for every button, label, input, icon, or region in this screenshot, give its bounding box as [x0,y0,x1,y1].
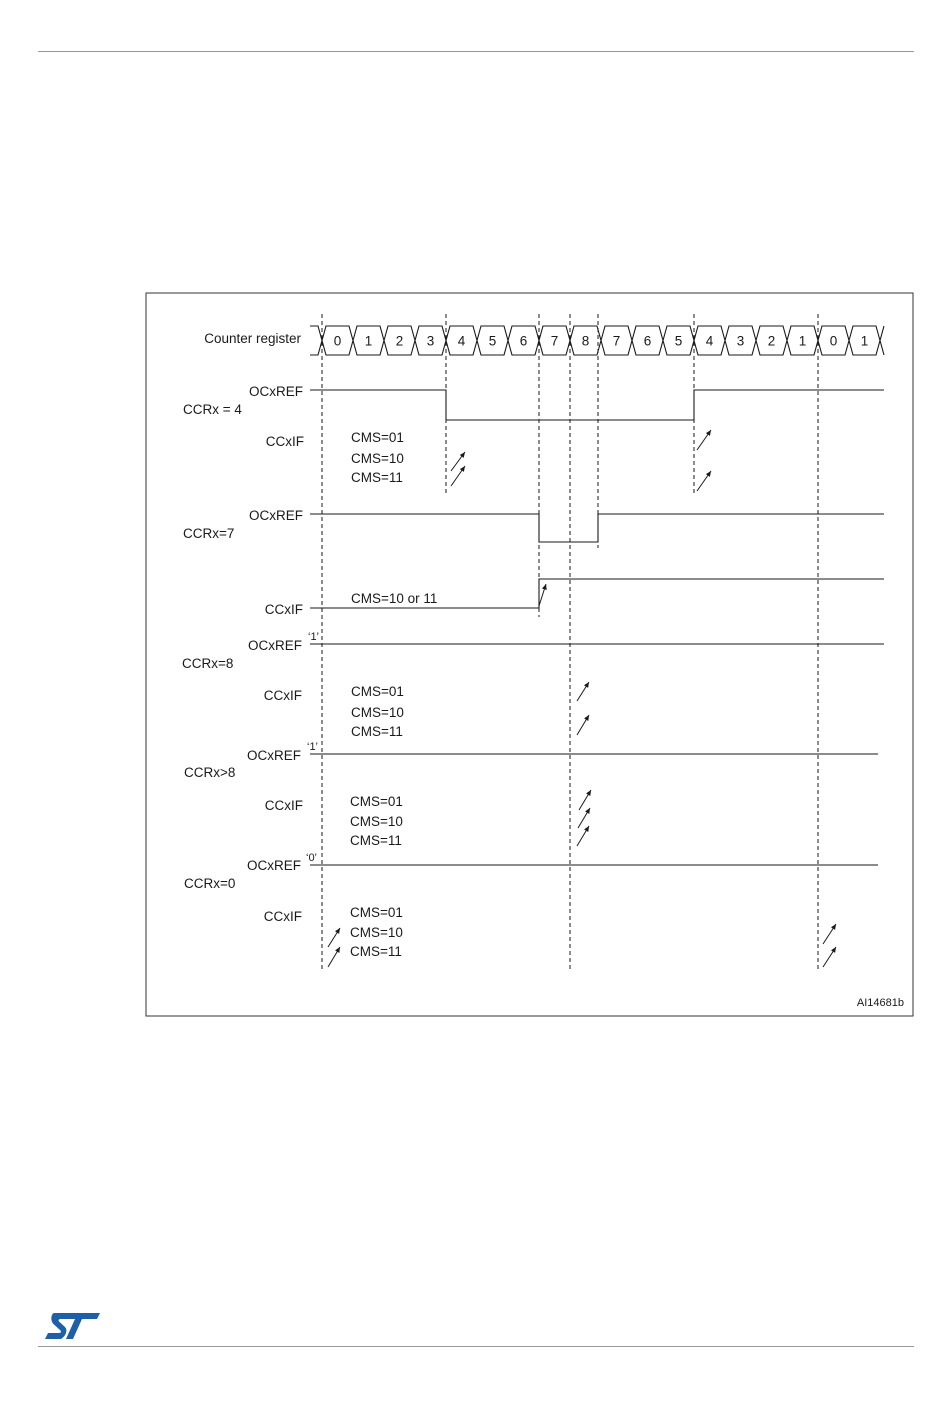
counter-value: 4 [705,333,714,349]
cms-label-ccr4-10: CMS=10 [351,451,404,466]
ccr-label-ccrgt8: CCRx>8 [184,765,236,780]
counter-value: 1 [798,333,807,349]
st-logo-s-shape [45,1313,100,1339]
cms-label-ccr0-01: CMS=01 [350,905,403,920]
st-logo [44,1311,102,1341]
counter-bus-tail [880,326,884,355]
counter-value: 6 [519,333,528,349]
ccxif-label-ccr8: CCxIF [263,688,302,703]
counter-value: 7 [550,333,559,349]
counter-value: 1 [364,333,373,349]
ccxif-arrowhead [831,947,836,953]
counter-value: 5 [488,333,497,349]
figure-id: AI14681b [856,997,904,1009]
ccxif-arrows-ccr8 [577,682,589,735]
counter-value: 8 [581,333,590,349]
counter-register-label: Counter register [204,331,301,346]
cms-label-ccrgt8-11: CMS=11 [350,833,402,848]
cms-label-ccr7: CMS=10 or 11 [351,591,438,606]
ccr-label-ccr7: CCRx=7 [183,526,235,541]
ccxif-arrows-ccr4 [451,430,711,491]
diagram-frame [146,293,913,1016]
ccxif-label-ccr7: CCxIF [264,602,303,617]
ccxif-arrows-ccr7 [539,584,547,606]
counter-value: 7 [612,333,621,349]
counter-value: 0 [829,333,838,349]
counter-value: 2 [395,333,404,349]
cms-label-ccr4-01: CMS=01 [351,430,404,445]
ccxif-label-ccrgt8: CCxIF [264,798,303,813]
ocxref-label-ccr7: OCxREF [249,508,303,523]
counter-value: 3 [426,333,435,349]
ccxif-label-ccr4: CCxIF [265,434,304,449]
cms-label-ccr4-11: CMS=11 [351,470,403,485]
ccxif-arrows-ccr0 [328,924,836,967]
ccr-label-ccr0: CCRx=0 [184,876,236,891]
counter-value: 6 [643,333,652,349]
ccxif-arrowhead [831,924,836,930]
ocxref-label-ccr8: OCxREF [248,638,302,653]
ccxif-arrowhead [335,947,340,953]
cms-label-ccr8-11: CMS=11 [351,724,403,739]
ccxif-arrowhead [584,826,589,832]
ocxref-label-ccr4: OCxREF [249,384,303,399]
cms-label-ccr8-10: CMS=10 [351,705,404,720]
ocxref-label-ccrgt8: OCxREF [247,748,301,763]
ccxif-arrowhead [706,471,711,477]
ccxif-arrows-ccrgt8 [577,790,591,846]
counter-value: 2 [767,333,776,349]
level-text-ccrgt8: ‘1’ [307,741,319,753]
cms-label-ccr0-10: CMS=10 [350,925,403,940]
level-text-ccr0: ‘0’ [306,852,318,864]
ccxif-arrowhead [542,584,547,590]
level-text-ccr8: ‘1’ [308,631,320,643]
cms-label-ccrgt8-10: CMS=10 [350,814,403,829]
ccr-label-ccr8: CCRx=8 [182,656,234,671]
ocxref-label-ccr0: OCxREF [247,858,301,873]
counter-value: 4 [457,333,466,349]
ccxif-arrowhead [585,808,590,814]
ocxref-waveform-ccr7 [310,514,884,542]
ccxif-arrowhead [584,682,589,688]
counter-value: 0 [333,333,342,349]
counter-register-row [310,326,884,355]
counter-value: 5 [674,333,683,349]
cms-label-ccr0-11: CMS=11 [350,944,402,959]
ccxif-arrowhead [460,466,465,472]
cms-label-ccrgt8-01: CMS=01 [350,794,403,809]
ccxif-arrowhead [335,928,340,934]
counter-value: 1 [860,333,869,349]
ccxif-arrowhead [460,452,465,458]
cms-label-ccr8-01: CMS=01 [351,684,404,699]
counter-bus-lead [310,326,322,355]
ccr-label-ccr4: CCRx = 4 [183,402,242,417]
ccxif-arrowhead [584,715,589,721]
ccxif-arrowhead [706,430,711,436]
ccxif-arrowhead [586,790,591,796]
ccxif-label-ccr0: CCxIF [263,909,302,924]
ocxref-waveform-ccr4 [310,390,884,420]
counter-value: 3 [736,333,745,349]
